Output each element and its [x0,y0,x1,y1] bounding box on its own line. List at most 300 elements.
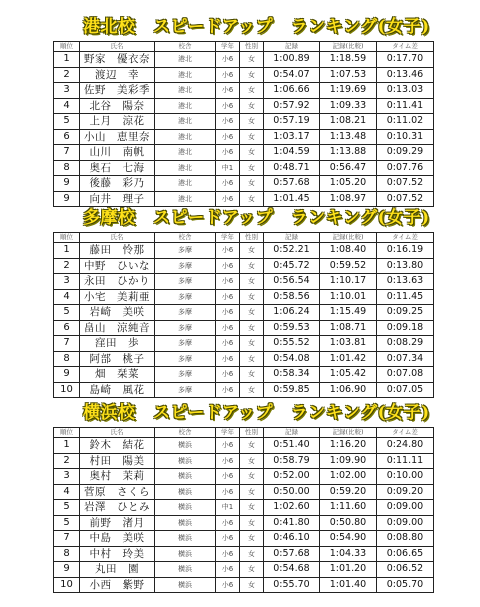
grade-cell: 小6 [216,67,240,83]
school-cell: 港北 [155,176,216,192]
sex-cell: 女 [240,453,264,469]
rank-cell: 7 [54,531,80,547]
sex-cell: 女 [240,382,264,398]
name-cell: 窪田 歩 [80,336,155,352]
record-cell: 0:54.08 [264,351,320,367]
rank-cell: 2 [54,67,80,83]
record-cell: 0:57.68 [264,176,320,192]
table-row [54,176,434,192]
record-compare-cell: 1:09.90 [320,453,377,469]
rank-cell: 5 [54,114,80,130]
time-diff-cell: 0:10.31 [377,129,434,145]
school-cell: 多摩 [155,243,216,259]
sex-cell: 女 [240,160,264,176]
school-cell: 多摩 [155,258,216,274]
rank-cell: 6 [54,129,80,145]
time-diff-cell: 0:11.45 [377,289,434,305]
record-compare-cell: 1:16.20 [320,438,377,454]
grade-cell: 小6 [216,289,240,305]
record-cell: 1:06.66 [264,83,320,99]
record-cell: 0:50.00 [264,484,320,500]
school-cell: 横浜 [155,453,216,469]
record-compare-cell: 1:03.81 [320,336,377,352]
record-compare-cell: 1:08.40 [320,243,377,259]
record-cell: 0:55.52 [264,336,320,352]
record-cell: 0:46.10 [264,531,320,547]
record-compare-cell: 1:05.20 [320,176,377,192]
sex-cell: 女 [240,351,264,367]
time-diff-cell: 0:16.19 [377,243,434,259]
table-row [54,484,434,500]
record-cell: 0:51.40 [264,438,320,454]
sex-cell: 女 [240,500,264,516]
name-cell: 野家 優衣奈 [80,52,155,68]
column-header: 学年 [216,428,240,438]
column-header: 性別 [240,42,264,52]
time-diff-cell: 0:09.20 [377,484,434,500]
record-cell: 1:01.45 [264,191,320,207]
school-cell: 多摩 [155,289,216,305]
name-cell: 阿部 桃子 [80,351,155,367]
rank-cell: 3 [54,83,80,99]
time-diff-cell: 0:09.18 [377,320,434,336]
rank-cell: 8 [54,160,80,176]
record-cell: 0:52.21 [264,243,320,259]
grade-cell: 小6 [216,129,240,145]
record-compare-cell: 1:01.20 [320,562,377,578]
column-header: 記録(比較) [320,428,377,438]
school-cell: 港北 [155,114,216,130]
time-diff-cell: 0:07.34 [377,351,434,367]
sex-cell: 女 [240,438,264,454]
column-header: 性別 [240,428,264,438]
record-compare-cell: 1:05.42 [320,367,377,383]
table-header-row [54,428,434,438]
grade-cell: 中1 [216,160,240,176]
grade-cell: 小6 [216,367,240,383]
record-cell: 1:02.60 [264,500,320,516]
sex-cell: 女 [240,469,264,485]
grade-cell: 小6 [216,145,240,161]
record-compare-cell: 1:01.40 [320,577,377,593]
ranking-table [53,427,434,593]
ranking-section-tama [53,205,433,398]
record-compare-cell: 1:13.48 [320,129,377,145]
grade-cell: 小6 [216,114,240,130]
table-row [54,351,434,367]
record-compare-cell: 0:54.90 [320,531,377,547]
record-compare-cell: 1:19.69 [320,83,377,99]
grade-cell: 小6 [216,243,240,259]
record-compare-cell: 1:08.97 [320,191,377,207]
time-diff-cell: 0:11.41 [377,98,434,114]
record-cell: 0:58.79 [264,453,320,469]
school-cell: 横浜 [155,438,216,454]
table-row [54,243,434,259]
grade-cell: 小6 [216,351,240,367]
record-compare-cell: 1:15.49 [320,305,377,321]
ranking-table [53,41,434,207]
name-cell: 村田 陽美 [80,453,155,469]
record-compare-cell: 0:56.47 [320,160,377,176]
rank-cell: 5 [54,515,80,531]
name-cell: 中島 美咲 [80,531,155,547]
rank-cell: 5 [54,305,80,321]
school-cell: 横浜 [155,562,216,578]
school-cell: 港北 [155,191,216,207]
school-cell: 横浜 [155,577,216,593]
column-header: 氏名 [80,233,155,243]
school-cell: 多摩 [155,305,216,321]
rank-cell: 9 [54,367,80,383]
section-title: 多摩校 スピードアップ ランキング(女子) [83,208,430,228]
name-cell: 後藤 彩乃 [80,176,155,192]
table-row [54,129,434,145]
name-cell: 小山 恵里奈 [80,129,155,145]
table-header-row [54,42,434,52]
table-row [54,500,434,516]
sex-cell: 女 [240,191,264,207]
sex-cell: 女 [240,546,264,562]
name-cell: 中村 玲美 [80,546,155,562]
record-cell: 1:00.89 [264,52,320,68]
time-diff-cell: 0:10.00 [377,469,434,485]
sex-cell: 女 [240,243,264,259]
sex-cell: 女 [240,274,264,290]
rank-cell: 3 [54,274,80,290]
column-header: 氏名 [80,42,155,52]
name-cell: 丸田 園 [80,562,155,578]
name-cell: 藤田 怜那 [80,243,155,259]
sex-cell: 女 [240,320,264,336]
column-header: 記録(比較) [320,233,377,243]
record-compare-cell: 1:01.42 [320,351,377,367]
table-row [54,52,434,68]
rank-cell: 7 [54,336,80,352]
sex-cell: 女 [240,305,264,321]
school-cell: 多摩 [155,274,216,290]
record-cell: 0:56.54 [264,274,320,290]
rank-cell: 6 [54,320,80,336]
school-cell: 港北 [155,145,216,161]
sex-cell: 女 [240,258,264,274]
grade-cell: 小6 [216,176,240,192]
name-cell: 小宅 美莉亜 [80,289,155,305]
table-row [54,469,434,485]
record-compare-cell: 0:59.52 [320,258,377,274]
table-row [54,258,434,274]
record-cell: 0:55.70 [264,577,320,593]
rank-cell: 9 [54,191,80,207]
table-row [54,320,434,336]
column-header: タイム差 [377,428,434,438]
sex-cell: 女 [240,367,264,383]
sex-cell: 女 [240,531,264,547]
table-row [54,546,434,562]
name-cell: 山川 南帆 [80,145,155,161]
column-header: 順位 [54,42,80,52]
sex-cell: 女 [240,577,264,593]
name-cell: 畑 栞菜 [80,367,155,383]
record-cell: 0:48.71 [264,160,320,176]
column-header: 校舎 [155,428,216,438]
time-diff-cell: 0:06.52 [377,562,434,578]
column-header: 順位 [54,233,80,243]
rank-cell: 5 [54,500,80,516]
table-row [54,274,434,290]
name-cell: 永田 ひかり [80,274,155,290]
school-cell: 多摩 [155,320,216,336]
name-cell: 鈴木 結花 [80,438,155,454]
sex-cell: 女 [240,129,264,145]
rank-cell: 4 [54,484,80,500]
table-row [54,453,434,469]
grade-cell: 小6 [216,577,240,593]
column-header: 学年 [216,42,240,52]
time-diff-cell: 0:13.46 [377,67,434,83]
column-header: 学年 [216,233,240,243]
time-diff-cell: 0:09.00 [377,500,434,516]
record-compare-cell: 1:13.88 [320,145,377,161]
record-cell: 0:54.07 [264,67,320,83]
grade-cell: 小6 [216,562,240,578]
time-diff-cell: 0:11.11 [377,453,434,469]
record-compare-cell: 1:07.53 [320,67,377,83]
name-cell: 上月 涼花 [80,114,155,130]
record-compare-cell: 0:59.20 [320,484,377,500]
table-row [54,114,434,130]
time-diff-cell: 0:08.80 [377,531,434,547]
column-header: タイム差 [377,233,434,243]
record-cell: 0:59.53 [264,320,320,336]
rank-cell: 9 [54,562,80,578]
ranking-section-yokohama [53,400,433,593]
name-cell: 岩澤 ひとみ [80,500,155,516]
name-cell: 向井 理子 [80,191,155,207]
table-row [54,336,434,352]
column-header: タイム差 [377,42,434,52]
grade-cell: 小6 [216,382,240,398]
school-cell: 多摩 [155,382,216,398]
school-cell: 港北 [155,160,216,176]
grade-cell: 小6 [216,98,240,114]
record-compare-cell: 1:08.21 [320,114,377,130]
name-cell: 小西 紫野 [80,577,155,593]
school-cell: 港北 [155,129,216,145]
column-header: 記録 [264,428,320,438]
table-row [54,83,434,99]
table-row [54,531,434,547]
school-cell: 港北 [155,83,216,99]
record-compare-cell: 1:11.60 [320,500,377,516]
school-cell: 多摩 [155,336,216,352]
rank-cell: 9 [54,176,80,192]
column-header: 記録 [264,233,320,243]
grade-cell: 小6 [216,83,240,99]
record-compare-cell: 1:09.33 [320,98,377,114]
name-cell: 佐野 美彩季 [80,83,155,99]
sex-cell: 女 [240,83,264,99]
sex-cell: 女 [240,515,264,531]
sex-cell: 女 [240,98,264,114]
time-diff-cell: 0:07.05 [377,382,434,398]
grade-cell: 小6 [216,531,240,547]
record-compare-cell: 1:08.71 [320,320,377,336]
time-diff-cell: 0:07.52 [377,176,434,192]
grade-cell: 小6 [216,546,240,562]
record-cell: 1:04.59 [264,145,320,161]
rank-cell: 1 [54,243,80,259]
time-diff-cell: 0:09.25 [377,305,434,321]
rank-cell: 7 [54,145,80,161]
grade-cell: 小6 [216,191,240,207]
time-diff-cell: 0:07.08 [377,367,434,383]
time-diff-cell: 0:11.02 [377,114,434,130]
record-cell: 0:45.72 [264,258,320,274]
sex-cell: 女 [240,176,264,192]
name-cell: 島崎 風花 [80,382,155,398]
table-row [54,367,434,383]
column-header: 校舎 [155,233,216,243]
table-row [54,382,434,398]
record-cell: 0:57.68 [264,546,320,562]
school-cell: 港北 [155,98,216,114]
record-compare-cell: 1:10.17 [320,274,377,290]
record-compare-cell: 1:04.33 [320,546,377,562]
sex-cell: 女 [240,289,264,305]
school-cell: 横浜 [155,500,216,516]
school-cell: 横浜 [155,484,216,500]
column-header: 校舎 [155,42,216,52]
record-cell: 0:58.56 [264,289,320,305]
record-cell: 0:57.19 [264,114,320,130]
grade-cell: 小6 [216,484,240,500]
time-diff-cell: 0:05.70 [377,577,434,593]
ranking-table [53,232,434,398]
ranking-section-kohoku [53,14,433,207]
section-title: 横浜校 スピードアップ ランキング(女子) [83,403,430,423]
table-row [54,562,434,578]
time-diff-cell: 0:13.63 [377,274,434,290]
column-header: 氏名 [80,428,155,438]
time-diff-cell: 0:09.29 [377,145,434,161]
time-diff-cell: 0:06.65 [377,546,434,562]
table-row [54,160,434,176]
record-cell: 1:03.17 [264,129,320,145]
school-cell: 港北 [155,67,216,83]
grade-cell: 小6 [216,438,240,454]
table-row [54,145,434,161]
name-cell: 渡辺 幸 [80,67,155,83]
table-row [54,515,434,531]
table-row [54,305,434,321]
time-diff-cell: 0:07.76 [377,160,434,176]
time-diff-cell: 0:13.03 [377,83,434,99]
record-cell: 0:58.34 [264,367,320,383]
time-diff-cell: 0:07.52 [377,191,434,207]
record-cell: 0:54.68 [264,562,320,578]
time-diff-cell: 0:13.80 [377,258,434,274]
name-cell: 奥石 七海 [80,160,155,176]
school-cell: 港北 [155,52,216,68]
sex-cell: 女 [240,52,264,68]
record-cell: 0:52.00 [264,469,320,485]
record-compare-cell: 0:50.80 [320,515,377,531]
rank-cell: 4 [54,289,80,305]
column-header: 記録 [264,42,320,52]
time-diff-cell: 0:08.29 [377,336,434,352]
table-row [54,289,434,305]
name-cell: 北谷 陽奈 [80,98,155,114]
school-cell: 横浜 [155,546,216,562]
rank-cell: 1 [54,52,80,68]
school-cell: 横浜 [155,531,216,547]
rank-cell: 1 [54,438,80,454]
grade-cell: 小6 [216,320,240,336]
rank-cell: 10 [54,577,80,593]
rank-cell: 2 [54,258,80,274]
column-header: 記録(比較) [320,42,377,52]
grade-cell: 小6 [216,52,240,68]
sex-cell: 女 [240,336,264,352]
record-cell: 1:06.24 [264,305,320,321]
table-header-row [54,233,434,243]
grade-cell: 小6 [216,469,240,485]
school-cell: 横浜 [155,515,216,531]
rank-cell: 2 [54,453,80,469]
rank-cell: 4 [54,98,80,114]
grade-cell: 小6 [216,274,240,290]
record-cell: 0:41.80 [264,515,320,531]
record-cell: 0:59.85 [264,382,320,398]
record-compare-cell: 1:06.90 [320,382,377,398]
school-cell: 横浜 [155,469,216,485]
sex-cell: 女 [240,145,264,161]
sex-cell: 女 [240,114,264,130]
time-diff-cell: 0:09.00 [377,515,434,531]
record-cell: 0:57.92 [264,98,320,114]
name-cell: 前野 渚月 [80,515,155,531]
rank-cell: 8 [54,351,80,367]
column-header: 順位 [54,428,80,438]
grade-cell: 小6 [216,336,240,352]
section-title: 港北校 スピードアップ ランキング(女子) [83,17,430,37]
column-header: 性別 [240,233,264,243]
grade-cell: 中1 [216,500,240,516]
school-cell: 多摩 [155,367,216,383]
table-row [54,67,434,83]
grade-cell: 小6 [216,453,240,469]
time-diff-cell: 0:24.80 [377,438,434,454]
rank-cell: 3 [54,469,80,485]
school-cell: 多摩 [155,351,216,367]
table-row [54,438,434,454]
time-diff-cell: 0:17.70 [377,52,434,68]
rank-cell: 8 [54,546,80,562]
name-cell: 中野 ひいな [80,258,155,274]
record-compare-cell: 1:02.00 [320,469,377,485]
rank-cell: 10 [54,382,80,398]
name-cell: 岩崎 美咲 [80,305,155,321]
grade-cell: 小6 [216,258,240,274]
table-row [54,98,434,114]
record-compare-cell: 1:18.59 [320,52,377,68]
table-row [54,577,434,593]
sex-cell: 女 [240,562,264,578]
name-cell: 畠山 涼純音 [80,320,155,336]
sex-cell: 女 [240,484,264,500]
sex-cell: 女 [240,67,264,83]
